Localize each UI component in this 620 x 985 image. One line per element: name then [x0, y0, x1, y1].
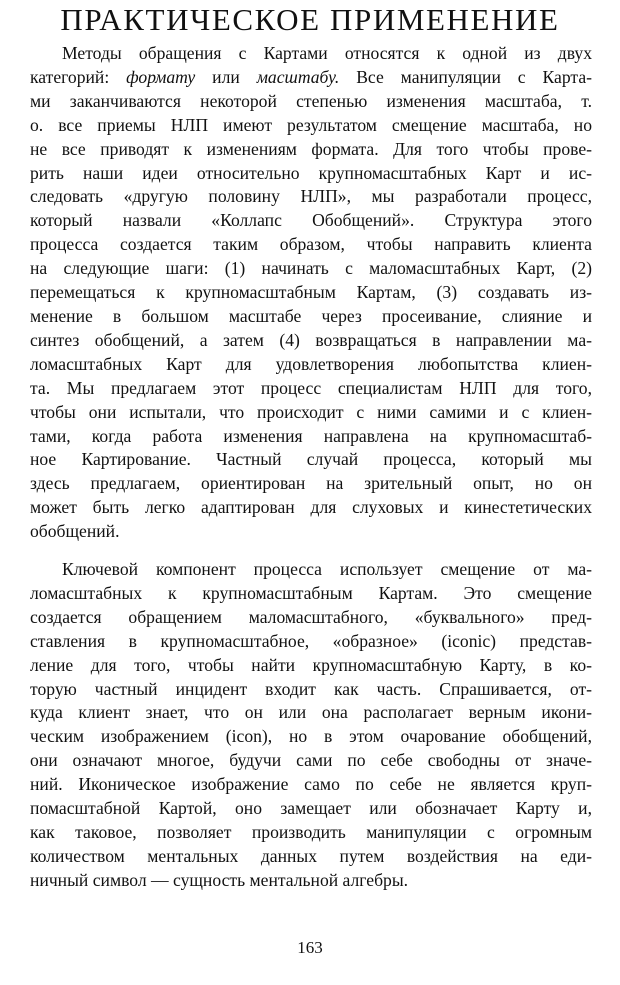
- page-number: 163: [297, 938, 323, 957]
- text-line: ческим изображением (icon), но в этом очарование обобщений,: [30, 726, 592, 747]
- text-line: Методы обращения с Картами относятся к одной из двух: [62, 43, 592, 63]
- text-line: обобщений.: [30, 521, 120, 542]
- text-line: ломасштабных Карт для удовлетворения любопытства клиен-: [30, 353, 592, 374]
- text-line: не все приводят к изменениям формата. Для того чтобы прове-: [30, 138, 592, 159]
- text-line: ное Картирование. Частный случай процесса, который мы: [30, 449, 592, 470]
- text-fragment: категорий:: [30, 66, 127, 87]
- text-fragment: или: [195, 66, 257, 87]
- text-line: чтобы они испытали, что происходит с ними самими и с клиен-: [30, 401, 592, 422]
- text-line: рить наши идеи относительно крупномасштабных Карт и ис-: [30, 162, 592, 183]
- text-line: тами, когда работа изменения направлена на крупномасштаб-: [30, 425, 592, 446]
- text-line: они означают многое, будучи сами по себе свободны от значе-: [30, 750, 592, 771]
- italic-term-format: формату: [126, 66, 196, 87]
- text-line: как таковое, позволяет производить манипуляции с огромным: [30, 822, 592, 842]
- chapter-heading: ПРАКТИЧЕСКОЕ ПРИМЕНЕНИЕ: [60, 2, 560, 37]
- text-line: ний. Иконическое изображение само по себе не является круп-: [30, 774, 592, 795]
- text-line: количеством ментальных данных путем воздействия на еди-: [30, 845, 592, 866]
- text-line: здесь предлагаем, ориентирован на зрительный опыт, но он: [30, 473, 592, 494]
- text-line: следовать «другую половину НЛП», мы разработали процесс,: [30, 186, 592, 207]
- text-line: синтез обобщений, а затем (4) возвращаться в направлении ма-: [30, 329, 592, 350]
- text-line: торую частный инцидент входит как часть. Спрашивается, от-: [30, 678, 592, 699]
- text-line: может быть легко адаптирован для слуховых и кинестетических: [30, 497, 592, 518]
- text-line: процесса создается таким образом, чтобы направить клиента: [30, 234, 592, 255]
- paragraph-2: [30, 558, 592, 893]
- text-line: менение в большом масштабе через просеивание, слияние и: [30, 305, 592, 326]
- body-text: [30, 42, 592, 893]
- italic-term-scale: масштабу.: [256, 66, 340, 87]
- paragraph-1: [30, 42, 592, 544]
- text-line: перемещаться к крупномасштабным Картам, (3) создавать из-: [30, 282, 592, 303]
- text-fragment: Все манипуляции с Карта-: [339, 66, 592, 87]
- text-line: который назвали «Коллапс Обобщений». Структура этого: [30, 210, 592, 231]
- text-line: та. Мы предлагаем этот процесс специалистам НЛП для того,: [30, 377, 592, 398]
- text-line: ничный символ — сущность ментальной алгебры.: [30, 869, 409, 890]
- text-line: ми заканчиваются некоторой степенью изменения масштаба, т.: [30, 90, 592, 111]
- text-line: ломасштабных к крупномасштабным Картам. Это смещение: [30, 582, 592, 603]
- text-line: куда клиент знает, что он или она располагает верным икони-: [30, 702, 592, 723]
- text-line: помасштабной Картой, оно замещает или обозначает Карту и,: [30, 798, 592, 819]
- text-line: о. все приемы НЛП имеют результатом смещение масштаба, но: [30, 114, 592, 135]
- paragraph-spacer: [30, 544, 592, 558]
- text-line: на следующие шаги: (1) начинать с маломасштабных Карт, (2): [30, 258, 592, 279]
- text-line: ление для того, чтобы найти крупномасштабную Карту, в ко-: [30, 654, 592, 675]
- text-line: создается обращением маломасштабного, «буквального» пред-: [30, 606, 592, 627]
- text-line: Ключевой компонент процесса использует смещение от ма-: [62, 559, 592, 580]
- text-line-with-italics: [30, 66, 592, 90]
- text-line: ставления в крупномасштабное, «образное» (iconic) представ-: [30, 630, 592, 651]
